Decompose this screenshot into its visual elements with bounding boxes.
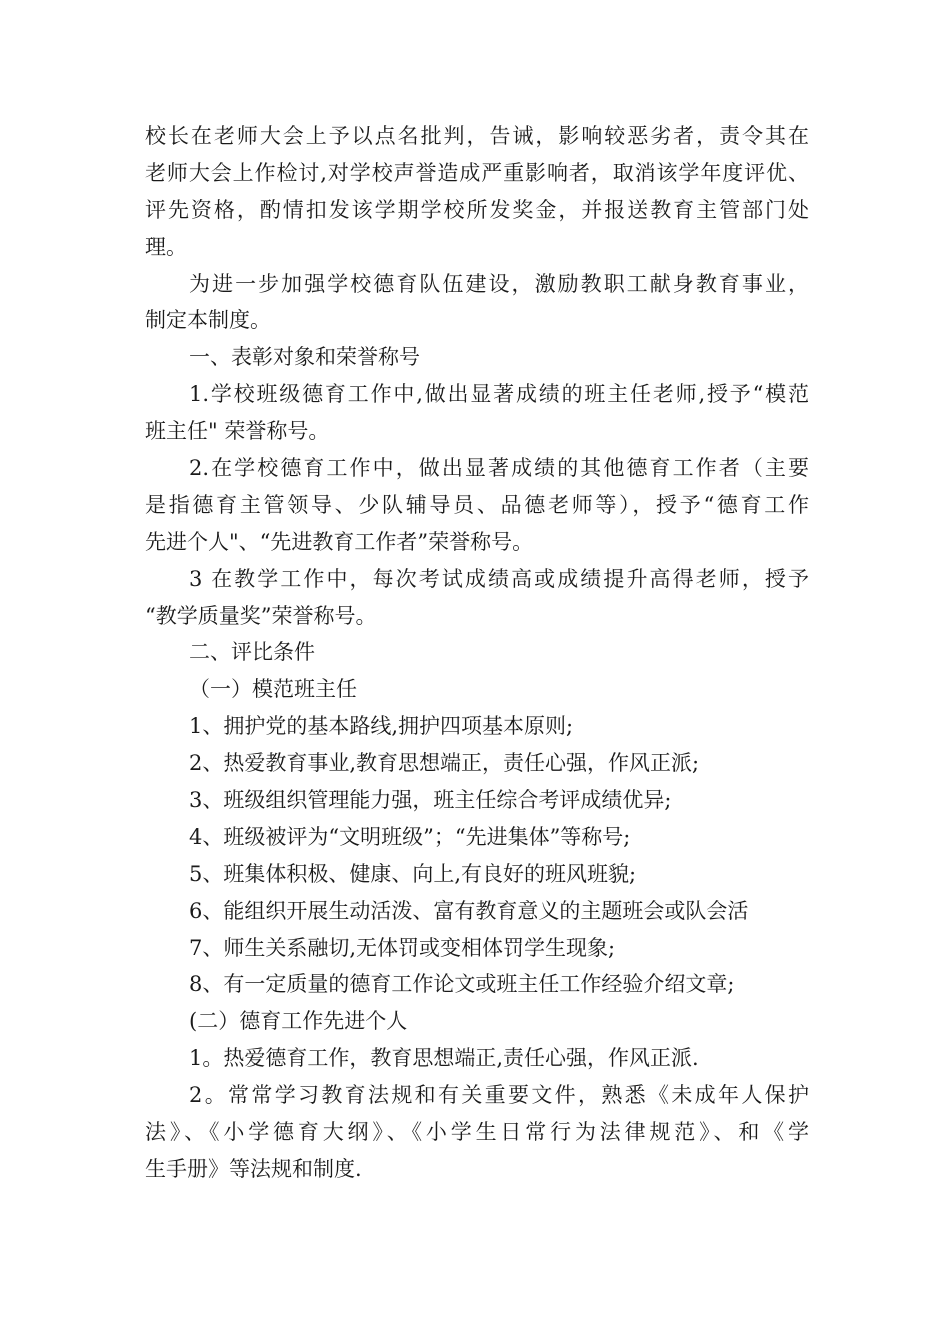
text-line: “教学质量奖”荣誉称号。: [145, 603, 377, 628]
list-item: 2。常常学习教育法规和有关重要文件，熟悉《未成年人保护: [189, 1083, 809, 1108]
subsection-heading: （一）模范班主任: [189, 677, 357, 702]
list-item: 3 在教学工作中，每次考试成绩高或成绩提升高得老师，授予: [189, 566, 809, 591]
text-line: 理。: [145, 234, 187, 259]
list-item: 2、热爱教育事业,教育思想端正，责任心强，作风正派;: [189, 751, 700, 776]
list-item: 1、拥护党的基本路线,拥护四项基本原则;: [189, 714, 574, 739]
text-line: 评先资格，酌情扣发该学期学校所发奖金，并报送教育主管部门处: [145, 197, 809, 222]
list-item: 6、能组织开展生动活泼、富有教育意义的主题班会或队会活: [189, 898, 749, 923]
list-item: 3、班级组织管理能力强，班主任综合考评成绩优异;: [189, 788, 672, 813]
text-line: 老师大会上作检讨,对学校声誉造成严重影响者，取消该学年度评优、: [145, 160, 809, 185]
list-item: 8、有一定质量的德育工作论文或班主任工作经验介绍文章;: [189, 972, 735, 997]
list-item: 7、师生关系融切,无体罚或变相体罚学生现象;: [189, 935, 616, 960]
list-item: 4、班级被评为“文明班级”；“先进集体”等称号;: [189, 824, 631, 849]
document-body: [145, 118, 809, 1188]
text-line: 制定本制度。: [145, 308, 271, 333]
text-line: 先进个人"、“先进教育工作者”荣誉称号。: [145, 529, 534, 554]
list-item: 2.在学校德育工作中，做出显著成绩的其他德育工作者（主要: [189, 456, 809, 481]
paragraph-intro: 为进一步加强学校德育队伍建设，激励教职工献身教育事业，: [189, 271, 809, 296]
text-line: 校长在老师大会上予以点名批判，告诫，影响较恶劣者，责令其在: [145, 124, 809, 148]
section-heading: 二、评比条件: [189, 640, 315, 665]
list-item: 5、班集体积极、健康、向上,有良好的班风班貌;: [189, 861, 637, 886]
subsection-heading: (二）德育工作先进个人: [189, 1009, 408, 1034]
section-heading: 一、表彰对象和荣誉称号: [189, 345, 420, 370]
text-line: 法》、《小学德育大纲》、《小学生日常行为法律规范》、和《学: [145, 1120, 809, 1145]
list-item: 1。热爱德育工作，教育思想端正,责任心强，作风正派.: [189, 1046, 699, 1071]
text-line: 生手册》等法规和制度.: [145, 1156, 362, 1181]
text-line: 是指德育主管领导、少队辅导员、品德老师等），授予“德育工作: [145, 492, 809, 517]
list-item: 1.学校班级德育工作中,做出显著成绩的班主任老师,授予“模范: [189, 382, 809, 407]
text-line: 班主任" 荣誉称号。: [145, 419, 330, 444]
